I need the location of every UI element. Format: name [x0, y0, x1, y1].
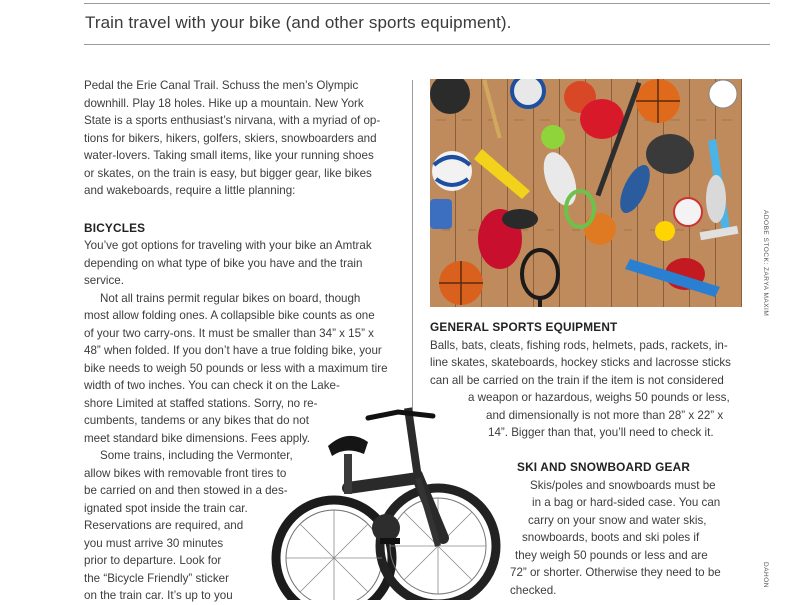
photo-credit: ADOBE STOCK: ZARYA MAXIM — [762, 210, 769, 317]
intro-line: tions for bikers, hikers, golfers, skiers, snowboarders and — [84, 131, 377, 145]
text-line: they weigh 50 pounds or less and are — [515, 548, 708, 562]
bicycles-paragraph-1 — [84, 237, 400, 290]
intro-line: or skates, on the train is easy, but bigger gear, like bikes — [84, 166, 372, 180]
text-line: prior to departure. Look for — [84, 554, 222, 567]
text-line: Some trains, including the Vermonter, — [100, 449, 293, 462]
text-line: shore Limited at staffed stations. Sorry, no re- — [84, 396, 318, 410]
text-line: be carried on and then stowed in a des- — [84, 484, 288, 497]
text-line: a weapon or hazardous, weighs 50 pounds or less, — [468, 391, 730, 404]
text-line: you must arrive 30 minutes — [84, 536, 224, 550]
text-line: allow bikes with removable front tires to — [84, 466, 287, 480]
text-line: on the train car. It’s up to you — [84, 589, 233, 602]
text-line: carry on your snow and water skis, — [528, 513, 707, 527]
text-line: 14”. Bigger than that, you’ll need to check it. — [488, 426, 714, 439]
intro-line: Pedal the Erie Canal Trail. Schuss the men’s Olympic — [84, 79, 359, 92]
text-line: can all be carried on the train if the item is not considered — [430, 373, 724, 387]
text-line: the “Bicycle Friendly” sticker — [84, 571, 229, 585]
top-rule — [84, 3, 770, 4]
text-line: Reservations are required, and — [84, 519, 244, 532]
text-line: 72” or shorter. Otherwise they need to be — [510, 566, 721, 579]
ski-snowboard-section — [508, 459, 748, 599]
text-line: checked. — [510, 583, 557, 597]
headline-rule — [84, 44, 770, 45]
text-line: most allow folding ones. A collapsible bike counts as one — [84, 309, 375, 322]
text-line: in a bag or hard-sided case. You can — [532, 496, 721, 509]
text-line: You’ve got options for traveling with your bike an Amtrak — [84, 239, 372, 252]
intro-line: water-lovers. Taking small items, like your running shoes — [84, 149, 374, 162]
sports-equipment-illustration — [430, 79, 742, 307]
bike-photo-credit: DAHON — [762, 562, 769, 588]
text-line: Balls, bats, cleats, fishing rods, helmets, pads, rackets, in- — [430, 338, 728, 352]
text-line: width of two inches. You can check it on the Lake- — [84, 379, 340, 392]
column-separator — [412, 80, 413, 435]
text-line: meet standard bike dimensions. Fees apply. — [84, 431, 310, 445]
intro-line: downhill. Play 18 holes. Hike up a mountain. New York — [84, 96, 364, 110]
intro-line: State is a sports enthusiast’s nirvana, with a myriad of op- — [84, 114, 381, 127]
page-headline: Train travel with your bike (and other sports equipment). — [85, 13, 512, 32]
intro-line: and wakeboards, require a little planning: — [84, 184, 296, 197]
general-sports-heading: GENERAL SPORTS EQUIPMENT — [430, 320, 618, 334]
text-line: line skates, skateboards, hockey sticks and lacrosse sticks — [430, 356, 731, 369]
text-line: cumbents, tandems or any bikes that do not — [84, 414, 309, 427]
text-line: and dimensionally is not more than 28” x 22” x — [486, 408, 724, 422]
text-line: ignated spot inside the train car. — [84, 501, 248, 515]
text-line: Not all trains permit regular bikes on board, though — [100, 291, 361, 305]
folding-bike-image — [268, 398, 513, 600]
text-line: bike needs to weigh 50 pounds or less with a maximum tire — [84, 361, 388, 375]
ski-snowboard-heading: SKI AND SNOWBOARD GEAR — [517, 460, 691, 474]
text-line: service. — [84, 274, 124, 287]
bicycles-heading: BICYCLES — [84, 220, 146, 235]
intro-paragraph — [84, 77, 400, 200]
text-line: 48” when folded. If you don’t have a true folding bike, your — [84, 344, 382, 357]
text-line: Skis/poles and snowboards must be — [530, 478, 716, 492]
text-line: depending on what type of bike you have and the train — [84, 256, 363, 270]
text-line: snowboards, boots and ski poles if — [522, 531, 700, 544]
sports-equipment-photo — [430, 79, 742, 307]
text-line: of your two carry-ons. It must be smaller than 34” x 15” x — [84, 326, 374, 340]
